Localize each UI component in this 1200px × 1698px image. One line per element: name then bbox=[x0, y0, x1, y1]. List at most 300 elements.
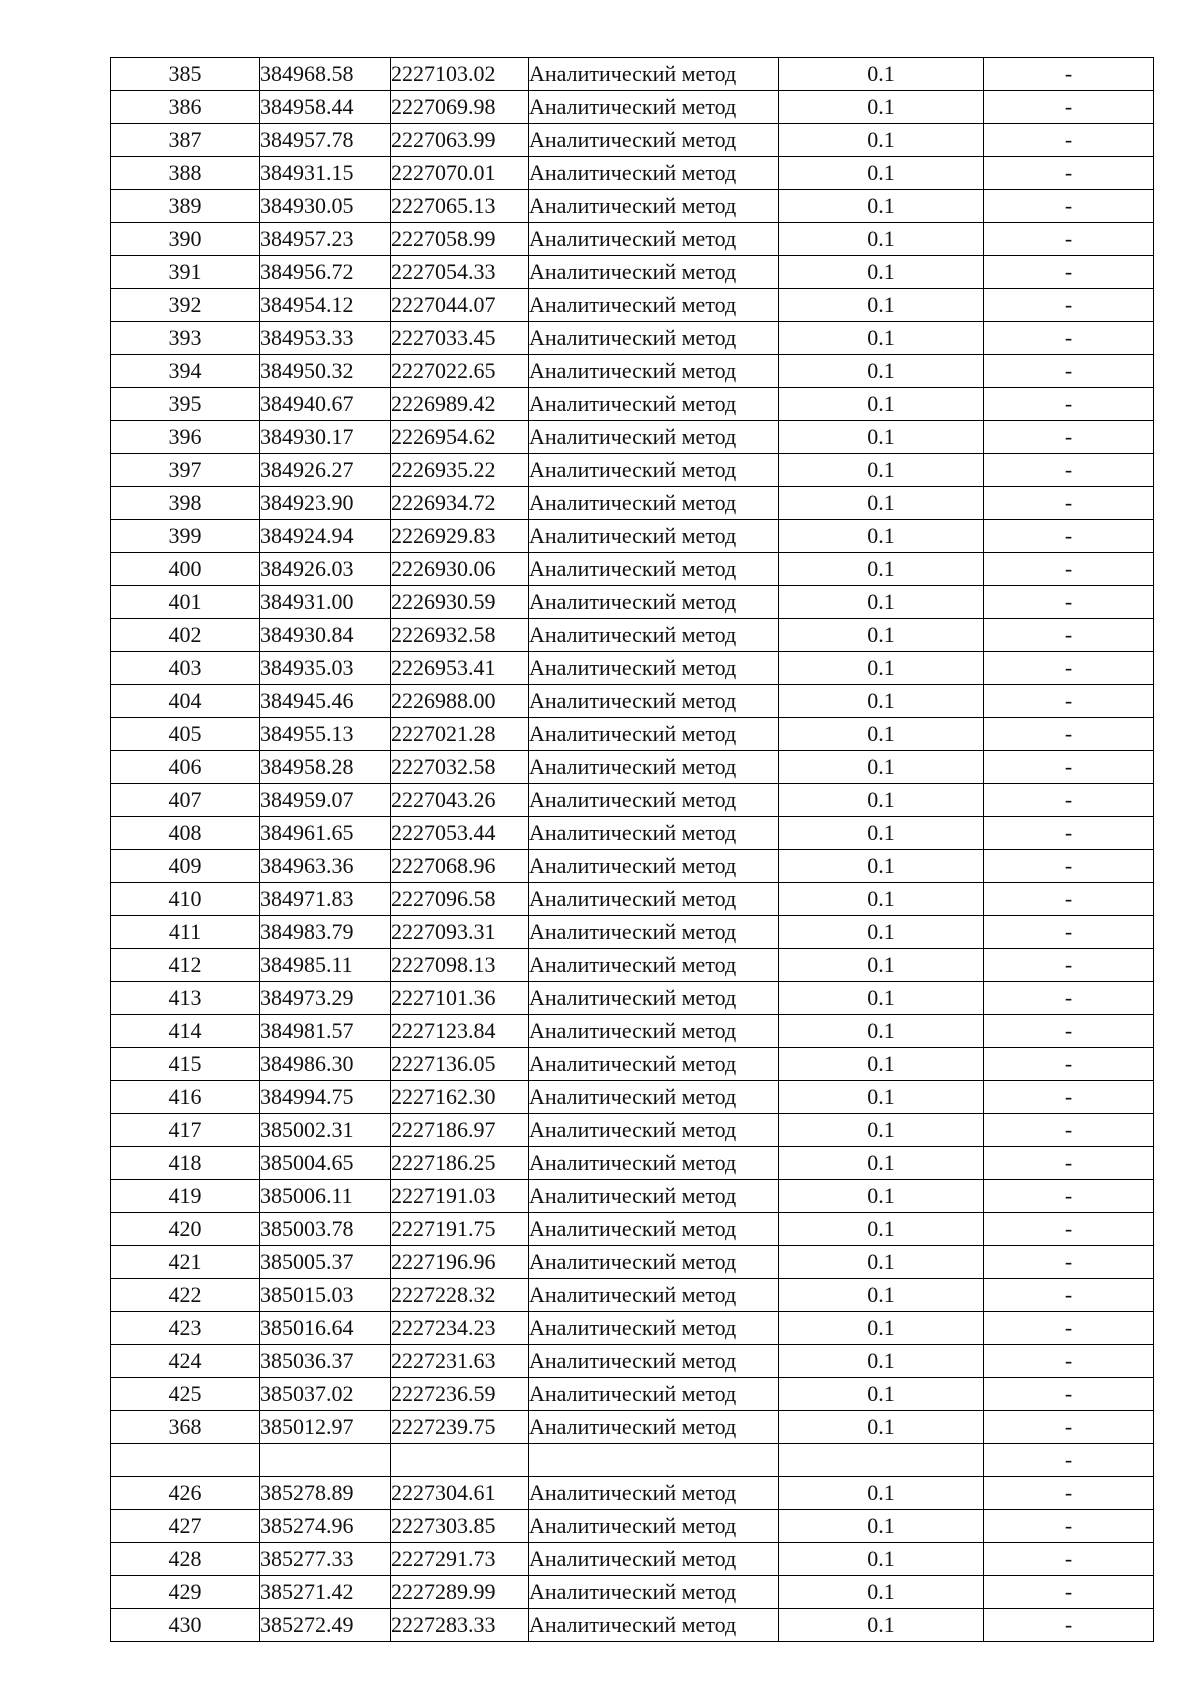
x-coordinate-cell: 384963.36 bbox=[260, 850, 391, 883]
table-row bbox=[111, 751, 1154, 784]
y-coordinate-cell: 2227033.45 bbox=[391, 322, 529, 355]
method-cell bbox=[529, 1444, 779, 1477]
method-cell: Аналитический метод bbox=[529, 520, 779, 553]
note-cell: - bbox=[984, 883, 1154, 916]
method-cell: Аналитический метод bbox=[529, 157, 779, 190]
table-row bbox=[111, 355, 1154, 388]
y-coordinate-cell: 2227123.84 bbox=[391, 1015, 529, 1048]
method-cell: Аналитический метод bbox=[529, 619, 779, 652]
accuracy-cell: 0.1 bbox=[779, 487, 984, 520]
x-coordinate-cell: 384994.75 bbox=[260, 1081, 391, 1114]
note-cell: - bbox=[984, 1114, 1154, 1147]
point-number-cell: 390 bbox=[111, 223, 260, 256]
method-cell: Аналитический метод bbox=[529, 850, 779, 883]
y-coordinate-cell: 2227098.13 bbox=[391, 949, 529, 982]
method-cell: Аналитический метод bbox=[529, 1576, 779, 1609]
method-cell: Аналитический метод bbox=[529, 1147, 779, 1180]
point-number-cell: 393 bbox=[111, 322, 260, 355]
y-coordinate-cell: 2227068.96 bbox=[391, 850, 529, 883]
x-coordinate-cell: 385016.64 bbox=[260, 1312, 391, 1345]
note-cell: - bbox=[984, 388, 1154, 421]
method-cell: Аналитический метод bbox=[529, 1609, 779, 1642]
accuracy-cell: 0.1 bbox=[779, 586, 984, 619]
x-coordinate-cell: 384957.78 bbox=[260, 124, 391, 157]
accuracy-cell: 0.1 bbox=[779, 916, 984, 949]
x-coordinate-cell: 384956.72 bbox=[260, 256, 391, 289]
coordinates-table-body bbox=[111, 58, 1154, 1642]
method-cell: Аналитический метод bbox=[529, 289, 779, 322]
accuracy-cell: 0.1 bbox=[779, 619, 984, 652]
table-row bbox=[111, 421, 1154, 454]
method-cell: Аналитический метод bbox=[529, 817, 779, 850]
table-row bbox=[111, 784, 1154, 817]
table-row bbox=[111, 388, 1154, 421]
note-cell: - bbox=[984, 1015, 1154, 1048]
method-cell: Аналитический метод bbox=[529, 949, 779, 982]
point-number-cell: 421 bbox=[111, 1246, 260, 1279]
x-coordinate-cell: 385274.96 bbox=[260, 1510, 391, 1543]
point-number-cell: 426 bbox=[111, 1477, 260, 1510]
note-cell: - bbox=[984, 685, 1154, 718]
y-coordinate-cell: 2227058.99 bbox=[391, 223, 529, 256]
method-cell: Аналитический метод bbox=[529, 1510, 779, 1543]
point-number-cell: 419 bbox=[111, 1180, 260, 1213]
y-coordinate-cell: 2227136.05 bbox=[391, 1048, 529, 1081]
point-number-cell: 407 bbox=[111, 784, 260, 817]
table-row bbox=[111, 586, 1154, 619]
method-cell: Аналитический метод bbox=[529, 256, 779, 289]
method-cell: Аналитический метод bbox=[529, 784, 779, 817]
y-coordinate-cell: 2226988.00 bbox=[391, 685, 529, 718]
note-cell: - bbox=[984, 355, 1154, 388]
x-coordinate-cell: 385004.65 bbox=[260, 1147, 391, 1180]
point-number-cell: 413 bbox=[111, 982, 260, 1015]
table-row bbox=[111, 1477, 1154, 1510]
accuracy-cell: 0.1 bbox=[779, 1510, 984, 1543]
point-number-cell: 430 bbox=[111, 1609, 260, 1642]
method-cell: Аналитический метод bbox=[529, 916, 779, 949]
point-number-cell: 388 bbox=[111, 157, 260, 190]
x-coordinate-cell: 384981.57 bbox=[260, 1015, 391, 1048]
x-coordinate-cell: 384923.90 bbox=[260, 487, 391, 520]
point-number-cell: 427 bbox=[111, 1510, 260, 1543]
point-number-cell: 428 bbox=[111, 1543, 260, 1576]
x-coordinate-cell: 385006.11 bbox=[260, 1180, 391, 1213]
method-cell: Аналитический метод bbox=[529, 1048, 779, 1081]
x-coordinate-cell: 384926.03 bbox=[260, 553, 391, 586]
y-coordinate-cell: 2227069.98 bbox=[391, 91, 529, 124]
method-cell: Аналитический метод bbox=[529, 421, 779, 454]
accuracy-cell: 0.1 bbox=[779, 322, 984, 355]
table-row bbox=[111, 619, 1154, 652]
x-coordinate-cell: 384931.15 bbox=[260, 157, 391, 190]
accuracy-cell: 0.1 bbox=[779, 421, 984, 454]
point-number-cell: 409 bbox=[111, 850, 260, 883]
point-number-cell: 405 bbox=[111, 718, 260, 751]
table-row bbox=[111, 1576, 1154, 1609]
note-cell: - bbox=[984, 454, 1154, 487]
method-cell: Аналитический метод bbox=[529, 1246, 779, 1279]
note-cell: - bbox=[984, 1312, 1154, 1345]
y-coordinate-cell: 2227103.02 bbox=[391, 58, 529, 91]
table-row bbox=[111, 157, 1154, 190]
table-row bbox=[111, 223, 1154, 256]
method-cell: Аналитический метод bbox=[529, 553, 779, 586]
accuracy-cell: 0.1 bbox=[779, 1114, 984, 1147]
note-cell: - bbox=[984, 751, 1154, 784]
table-row bbox=[111, 289, 1154, 322]
table-row bbox=[111, 190, 1154, 223]
table-row bbox=[111, 1246, 1154, 1279]
note-cell: - bbox=[984, 421, 1154, 454]
table-row bbox=[111, 718, 1154, 751]
table-row bbox=[111, 1345, 1154, 1378]
note-cell: - bbox=[984, 1180, 1154, 1213]
note-cell: - bbox=[984, 982, 1154, 1015]
x-coordinate-cell: 384931.00 bbox=[260, 586, 391, 619]
y-coordinate-cell: 2227283.33 bbox=[391, 1609, 529, 1642]
note-cell: - bbox=[984, 1048, 1154, 1081]
x-coordinate-cell: 384953.33 bbox=[260, 322, 391, 355]
x-coordinate-cell bbox=[260, 1444, 391, 1477]
table-row bbox=[111, 1444, 1154, 1477]
x-coordinate-cell: 384924.94 bbox=[260, 520, 391, 553]
accuracy-cell: 0.1 bbox=[779, 1543, 984, 1576]
y-coordinate-cell: 2227239.75 bbox=[391, 1411, 529, 1444]
accuracy-cell: 0.1 bbox=[779, 454, 984, 487]
table-row bbox=[111, 91, 1154, 124]
note-cell: - bbox=[984, 520, 1154, 553]
note-cell: - bbox=[984, 58, 1154, 91]
x-coordinate-cell: 384986.30 bbox=[260, 1048, 391, 1081]
method-cell: Аналитический метод bbox=[529, 1213, 779, 1246]
point-number-cell: 386 bbox=[111, 91, 260, 124]
accuracy-cell: 0.1 bbox=[779, 256, 984, 289]
table-row bbox=[111, 124, 1154, 157]
note-cell: - bbox=[984, 619, 1154, 652]
y-coordinate-cell: 2226930.06 bbox=[391, 553, 529, 586]
accuracy-cell: 0.1 bbox=[779, 883, 984, 916]
point-number-cell: 398 bbox=[111, 487, 260, 520]
point-number-cell: 389 bbox=[111, 190, 260, 223]
accuracy-cell: 0.1 bbox=[779, 1081, 984, 1114]
note-cell: - bbox=[984, 1279, 1154, 1312]
y-coordinate-cell: 2227303.85 bbox=[391, 1510, 529, 1543]
accuracy-cell: 0.1 bbox=[779, 1477, 984, 1510]
method-cell: Аналитический метод bbox=[529, 355, 779, 388]
y-coordinate-cell: 2227291.73 bbox=[391, 1543, 529, 1576]
x-coordinate-cell: 385271.42 bbox=[260, 1576, 391, 1609]
table-row bbox=[111, 1510, 1154, 1543]
accuracy-cell: 0.1 bbox=[779, 850, 984, 883]
x-coordinate-cell: 384930.17 bbox=[260, 421, 391, 454]
y-coordinate-cell: 2227032.58 bbox=[391, 751, 529, 784]
point-number-cell: 411 bbox=[111, 916, 260, 949]
method-cell: Аналитический метод bbox=[529, 223, 779, 256]
accuracy-cell: 0.1 bbox=[779, 685, 984, 718]
note-cell: - bbox=[984, 1345, 1154, 1378]
x-coordinate-cell: 384954.12 bbox=[260, 289, 391, 322]
table-row bbox=[111, 553, 1154, 586]
note-cell: - bbox=[984, 817, 1154, 850]
y-coordinate-cell: 2227234.23 bbox=[391, 1312, 529, 1345]
note-cell: - bbox=[984, 553, 1154, 586]
y-coordinate-cell: 2226935.22 bbox=[391, 454, 529, 487]
y-coordinate-cell: 2227044.07 bbox=[391, 289, 529, 322]
x-coordinate-cell: 385278.89 bbox=[260, 1477, 391, 1510]
table-row bbox=[111, 256, 1154, 289]
y-coordinate-cell: 2226989.42 bbox=[391, 388, 529, 421]
method-cell: Аналитический метод bbox=[529, 586, 779, 619]
point-number-cell: 397 bbox=[111, 454, 260, 487]
table-row bbox=[111, 883, 1154, 916]
accuracy-cell: 0.1 bbox=[779, 751, 984, 784]
x-coordinate-cell: 384971.83 bbox=[260, 883, 391, 916]
y-coordinate-cell: 2227065.13 bbox=[391, 190, 529, 223]
accuracy-cell: 0.1 bbox=[779, 982, 984, 1015]
table-row bbox=[111, 982, 1154, 1015]
point-number-cell: 391 bbox=[111, 256, 260, 289]
x-coordinate-cell: 384957.23 bbox=[260, 223, 391, 256]
accuracy-cell: 0.1 bbox=[779, 1279, 984, 1312]
note-cell: - bbox=[984, 949, 1154, 982]
note-cell: - bbox=[984, 586, 1154, 619]
point-number-cell: 404 bbox=[111, 685, 260, 718]
x-coordinate-cell: 384968.58 bbox=[260, 58, 391, 91]
y-coordinate-cell: 2227196.96 bbox=[391, 1246, 529, 1279]
method-cell: Аналитический метод bbox=[529, 1015, 779, 1048]
point-number-cell: 422 bbox=[111, 1279, 260, 1312]
y-coordinate-cell: 2227093.31 bbox=[391, 916, 529, 949]
y-coordinate-cell: 2227236.59 bbox=[391, 1378, 529, 1411]
x-coordinate-cell: 385005.37 bbox=[260, 1246, 391, 1279]
method-cell: Аналитический метод bbox=[529, 1180, 779, 1213]
accuracy-cell: 0.1 bbox=[779, 1378, 984, 1411]
accuracy-cell: 0.1 bbox=[779, 388, 984, 421]
accuracy-cell: 0.1 bbox=[779, 520, 984, 553]
point-number-cell: 394 bbox=[111, 355, 260, 388]
point-number-cell: 414 bbox=[111, 1015, 260, 1048]
note-cell: - bbox=[984, 784, 1154, 817]
table-row bbox=[111, 1015, 1154, 1048]
accuracy-cell: 0.1 bbox=[779, 1576, 984, 1609]
accuracy-cell: 0.1 bbox=[779, 190, 984, 223]
method-cell: Аналитический метод bbox=[529, 1312, 779, 1345]
table-row bbox=[111, 520, 1154, 553]
y-coordinate-cell: 2226930.59 bbox=[391, 586, 529, 619]
point-number-cell: 400 bbox=[111, 553, 260, 586]
method-cell: Аналитический метод bbox=[529, 883, 779, 916]
x-coordinate-cell: 385037.02 bbox=[260, 1378, 391, 1411]
x-coordinate-cell: 384973.29 bbox=[260, 982, 391, 1015]
point-number-cell: 418 bbox=[111, 1147, 260, 1180]
x-coordinate-cell: 384958.44 bbox=[260, 91, 391, 124]
point-number-cell: 429 bbox=[111, 1576, 260, 1609]
point-number-cell: 416 bbox=[111, 1081, 260, 1114]
x-coordinate-cell: 384940.67 bbox=[260, 388, 391, 421]
method-cell: Аналитический метод bbox=[529, 685, 779, 718]
accuracy-cell: 0.1 bbox=[779, 1345, 984, 1378]
method-cell: Аналитический метод bbox=[529, 1378, 779, 1411]
y-coordinate-cell bbox=[391, 1444, 529, 1477]
method-cell: Аналитический метод bbox=[529, 487, 779, 520]
point-number-cell: 415 bbox=[111, 1048, 260, 1081]
x-coordinate-cell: 384926.27 bbox=[260, 454, 391, 487]
note-cell: - bbox=[984, 652, 1154, 685]
y-coordinate-cell: 2227096.58 bbox=[391, 883, 529, 916]
y-coordinate-cell: 2227021.28 bbox=[391, 718, 529, 751]
x-coordinate-cell: 385036.37 bbox=[260, 1345, 391, 1378]
accuracy-cell: 0.1 bbox=[779, 58, 984, 91]
method-cell: Аналитический метод bbox=[529, 1114, 779, 1147]
x-coordinate-cell: 384955.13 bbox=[260, 718, 391, 751]
note-cell: - bbox=[984, 916, 1154, 949]
accuracy-cell: 0.1 bbox=[779, 1246, 984, 1279]
table-row bbox=[111, 1114, 1154, 1147]
method-cell: Аналитический метод bbox=[529, 91, 779, 124]
method-cell: Аналитический метод bbox=[529, 190, 779, 223]
point-number-cell: 408 bbox=[111, 817, 260, 850]
table-row bbox=[111, 1081, 1154, 1114]
y-coordinate-cell: 2227289.99 bbox=[391, 1576, 529, 1609]
accuracy-cell: 0.1 bbox=[779, 124, 984, 157]
point-number-cell: 423 bbox=[111, 1312, 260, 1345]
accuracy-cell: 0.1 bbox=[779, 652, 984, 685]
method-cell: Аналитический метод bbox=[529, 1477, 779, 1510]
note-cell: - bbox=[984, 1147, 1154, 1180]
point-number-cell: 425 bbox=[111, 1378, 260, 1411]
accuracy-cell: 0.1 bbox=[779, 784, 984, 817]
method-cell: Аналитический метод bbox=[529, 388, 779, 421]
note-cell: - bbox=[984, 1444, 1154, 1477]
point-number-cell bbox=[111, 1444, 260, 1477]
note-cell: - bbox=[984, 1246, 1154, 1279]
accuracy-cell: 0.1 bbox=[779, 289, 984, 322]
accuracy-cell: 0.1 bbox=[779, 91, 984, 124]
point-number-cell: 410 bbox=[111, 883, 260, 916]
y-coordinate-cell: 2226954.62 bbox=[391, 421, 529, 454]
table-row bbox=[111, 1048, 1154, 1081]
accuracy-cell: 0.1 bbox=[779, 355, 984, 388]
y-coordinate-cell: 2226932.58 bbox=[391, 619, 529, 652]
y-coordinate-cell: 2227063.99 bbox=[391, 124, 529, 157]
table-row bbox=[111, 685, 1154, 718]
method-cell: Аналитический метод bbox=[529, 652, 779, 685]
x-coordinate-cell: 384930.05 bbox=[260, 190, 391, 223]
note-cell: - bbox=[984, 1609, 1154, 1642]
accuracy-cell: 0.1 bbox=[779, 157, 984, 190]
point-number-cell: 424 bbox=[111, 1345, 260, 1378]
y-coordinate-cell: 2227304.61 bbox=[391, 1477, 529, 1510]
note-cell: - bbox=[984, 289, 1154, 322]
note-cell: - bbox=[984, 1576, 1154, 1609]
accuracy-cell: 0.1 bbox=[779, 817, 984, 850]
method-cell: Аналитический метод bbox=[529, 124, 779, 157]
x-coordinate-cell: 384930.84 bbox=[260, 619, 391, 652]
method-cell: Аналитический метод bbox=[529, 718, 779, 751]
note-cell: - bbox=[984, 1510, 1154, 1543]
point-number-cell: 403 bbox=[111, 652, 260, 685]
accuracy-cell: 0.1 bbox=[779, 1213, 984, 1246]
accuracy-cell: 0.1 bbox=[779, 553, 984, 586]
note-cell: - bbox=[984, 1378, 1154, 1411]
x-coordinate-cell: 384961.65 bbox=[260, 817, 391, 850]
y-coordinate-cell: 2227186.25 bbox=[391, 1147, 529, 1180]
accuracy-cell: 0.1 bbox=[779, 1411, 984, 1444]
y-coordinate-cell: 2226953.41 bbox=[391, 652, 529, 685]
x-coordinate-cell: 384983.79 bbox=[260, 916, 391, 949]
table-row bbox=[111, 1543, 1154, 1576]
table-row bbox=[111, 1180, 1154, 1213]
point-number-cell: 399 bbox=[111, 520, 260, 553]
coordinates-table bbox=[110, 57, 1154, 1642]
accuracy-cell: 0.1 bbox=[779, 1609, 984, 1642]
method-cell: Аналитический метод bbox=[529, 1345, 779, 1378]
y-coordinate-cell: 2227101.36 bbox=[391, 982, 529, 1015]
y-coordinate-cell: 2226934.72 bbox=[391, 487, 529, 520]
y-coordinate-cell: 2227022.65 bbox=[391, 355, 529, 388]
point-number-cell: 412 bbox=[111, 949, 260, 982]
method-cell: Аналитический метод bbox=[529, 1411, 779, 1444]
note-cell: - bbox=[984, 223, 1154, 256]
table-row bbox=[111, 487, 1154, 520]
point-number-cell: 417 bbox=[111, 1114, 260, 1147]
method-cell: Аналитический метод bbox=[529, 982, 779, 1015]
table-row bbox=[111, 322, 1154, 355]
y-coordinate-cell: 2227053.44 bbox=[391, 817, 529, 850]
x-coordinate-cell: 385012.97 bbox=[260, 1411, 391, 1444]
note-cell: - bbox=[984, 1213, 1154, 1246]
x-coordinate-cell: 384958.28 bbox=[260, 751, 391, 784]
accuracy-cell: 0.1 bbox=[779, 223, 984, 256]
note-cell: - bbox=[984, 850, 1154, 883]
method-cell: Аналитический метод bbox=[529, 1081, 779, 1114]
y-coordinate-cell: 2227191.75 bbox=[391, 1213, 529, 1246]
x-coordinate-cell: 384985.11 bbox=[260, 949, 391, 982]
table-row bbox=[111, 817, 1154, 850]
table-row bbox=[111, 1411, 1154, 1444]
x-coordinate-cell: 384959.07 bbox=[260, 784, 391, 817]
point-number-cell: 401 bbox=[111, 586, 260, 619]
point-number-cell: 387 bbox=[111, 124, 260, 157]
accuracy-cell: 0.1 bbox=[779, 718, 984, 751]
x-coordinate-cell: 385015.03 bbox=[260, 1279, 391, 1312]
y-coordinate-cell: 2227228.32 bbox=[391, 1279, 529, 1312]
accuracy-cell: 0.1 bbox=[779, 1015, 984, 1048]
note-cell: - bbox=[984, 1477, 1154, 1510]
y-coordinate-cell: 2226929.83 bbox=[391, 520, 529, 553]
note-cell: - bbox=[984, 91, 1154, 124]
x-coordinate-cell: 384950.32 bbox=[260, 355, 391, 388]
x-coordinate-cell: 385277.33 bbox=[260, 1543, 391, 1576]
point-number-cell: 368 bbox=[111, 1411, 260, 1444]
point-number-cell: 402 bbox=[111, 619, 260, 652]
table-row bbox=[111, 652, 1154, 685]
y-coordinate-cell: 2227054.33 bbox=[391, 256, 529, 289]
y-coordinate-cell: 2227231.63 bbox=[391, 1345, 529, 1378]
note-cell: - bbox=[984, 157, 1154, 190]
point-number-cell: 406 bbox=[111, 751, 260, 784]
table-row bbox=[111, 1378, 1154, 1411]
note-cell: - bbox=[984, 190, 1154, 223]
table-row bbox=[111, 949, 1154, 982]
table-row bbox=[111, 454, 1154, 487]
table-row bbox=[111, 1279, 1154, 1312]
accuracy-cell: 0.1 bbox=[779, 1180, 984, 1213]
y-coordinate-cell: 2227191.03 bbox=[391, 1180, 529, 1213]
method-cell: Аналитический метод bbox=[529, 1279, 779, 1312]
method-cell: Аналитический метод bbox=[529, 58, 779, 91]
